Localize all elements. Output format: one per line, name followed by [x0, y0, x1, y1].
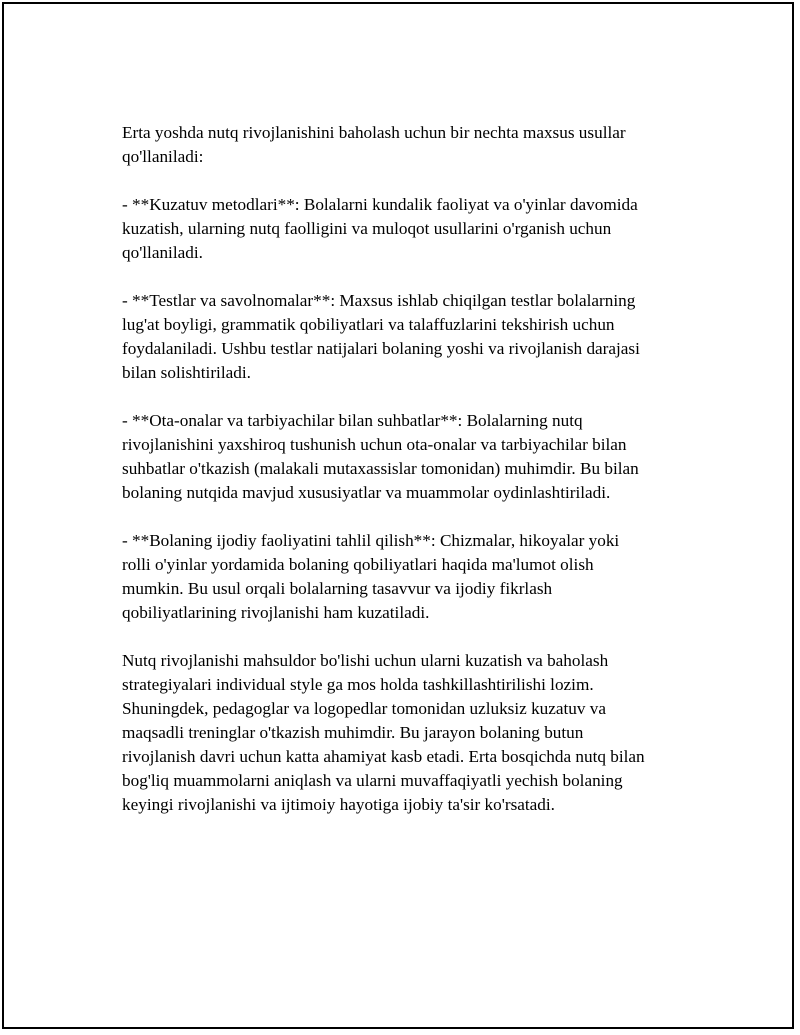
list-item-suhbatlar: - **Ota-onalar va tarbiyachilar bilan suhbatlar**: Bolalarning nutq rivojlanishini yaxshiroq tushunish uchun ota-onalar va tarbiyachilar bilan suhbatlar o'tkazish (malakali mutaxassislar tomonidan) muhimdir. Bu bilan bolaning nutqida mavjud xususiyatlar va muammolar oydinlashtiriladi.: [122, 411, 639, 502]
document-body: [122, 121, 704, 817]
intro-paragraph: Erta yoshda nutq rivojlanishini baholash uchun bir nechta maxsus usullar qo'llaniladi:: [122, 123, 626, 166]
list-item-ijodiy-faoliyat: - **Bolaning ijodiy faoliyatini tahlil qilish**: Chizmalar, hikoyalar yoki rolli o'yinlar yordamida bolaning qobiliyatlari haqida ma'lumot olish mumkin. Bu usul orqali bolalarning tasavvur va ijodiy fikrlash qobiliyatlarining rivojlanishi ham kuzatiladi.: [122, 531, 620, 622]
list-item-testlar-va-savolnomalar: - **Testlar va savolnomalar**: Maxsus ishlab chiqilgan testlar bolalarning lug'at boyligi, grammatik qobiliyatlari va talaffuzlarini tekshirish uchun foydalaniladi. Ushbu testlar natijalari bolaning yoshi va rivojlanish darajasi bilan solishtiriladi.: [122, 291, 640, 382]
conclusion-paragraph: Nutq rivojlanishi mahsuldor bo'lishi uchun ularni kuzatish va baholash strategiyalari individual style ga mos holda tashkillashtirilishi lozim. Shuningdek, pedagoglar va logopedlar tomonidan uzluksiz kuzatuv va maqsadli treninglar o'tkazish muhimdir. Bu jarayon bolaning butun rivojlanish davri uchun katta ahamiyat kasb etadi. Erta bosqichda nutq bilan bog'liq muammolarni aniqlash va ularni muvaffaqiyatli yechish bolaning keyingi rivojlanishi va ijtimoiy hayotiga ijobiy ta'sir ko'rsatadi.: [122, 651, 645, 814]
page-frame: [2, 2, 794, 1029]
list-item-kuzatuv-metodlari: - **Kuzatuv metodlari**: Bolalarni kundalik faoliyat va o'yinlar davomida kuzatish, ularning nutq faolligini va muloqot usullarini o'rganish uchun qo'llaniladi.: [122, 195, 638, 262]
